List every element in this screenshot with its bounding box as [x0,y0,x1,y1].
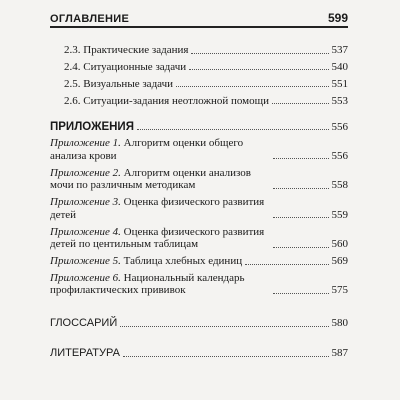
leader-dots [272,102,329,104]
appendix-text: Алгоритм оценки анализов мочи по различным методикам [50,166,251,192]
running-title: ОГЛАВЛЕНИЕ [50,13,130,25]
leader-dots [273,246,329,248]
toc-entry-label [50,196,270,221]
section-title: ЛИТЕРАТУРА [50,347,120,360]
toc-entry-label: 2.4. Ситуационные задачи [64,60,187,73]
leader-dots [273,187,329,189]
leader-dots [245,263,328,265]
toc-entry-label: 2.5. Визуальные задачи [64,77,174,90]
toc-appendix-entry[interactable] [50,196,348,221]
leader-dots [273,216,329,218]
toc-appendix-entry[interactable] [50,255,348,268]
toc-section-glossary[interactable] [50,317,348,330]
appendix-prefix: Приложение 6. [50,271,121,284]
leader-dots [273,157,329,159]
toc-entry[interactable] [50,78,348,91]
toc-entry-label: 2.6. Ситуации-задания неотложной помощи [64,94,269,107]
appendix-prefix: Приложение 3. [50,196,121,209]
toc-entry-page: 580 [331,317,348,330]
appendix-text: Оценка физического развития детей [50,196,265,221]
toc-entry-page: 559 [331,208,348,221]
appendix-text: Оценка физического развития детей по центильным таблицам [50,225,265,251]
appendix-prefix: Приложение 2. [50,166,121,179]
toc-entry-label [50,255,242,268]
toc-entry-page: 558 [331,179,348,192]
toc-appendix-entry[interactable] [50,167,348,192]
toc-entry-label [50,272,270,297]
toc-appendix-entry[interactable] [50,272,348,297]
toc-entry-page: 553 [331,94,348,107]
leader-dots [189,68,328,70]
toc-entry[interactable] [50,61,348,74]
toc-section-appendices[interactable] [50,121,348,134]
toc-appendix-entry[interactable] [50,226,348,251]
toc-entry[interactable] [50,95,348,108]
appendix-text: Национальный календарь профилактических прививок [50,271,245,297]
page-number: 599 [327,11,348,25]
toc-entry-page: 537 [331,44,348,56]
appendix-prefix: Приложение 1. [50,137,121,150]
section-title: ГЛОССАРИЙ [50,317,118,330]
toc-entry-label [50,226,270,251]
toc-entry-page: 575 [331,284,348,297]
toc-entry[interactable] [50,44,348,57]
toc-section-literature[interactable] [50,347,348,360]
toc-appendix-entry[interactable] [50,137,348,162]
leader-dots [123,355,329,357]
toc-entry-page: 560 [331,238,348,251]
toc-entry-label [50,167,270,192]
toc-entry-page: 540 [331,60,348,73]
toc-entry-page: 551 [331,77,348,90]
appendix-text: Алгоритм оценки общего анализа крови [50,137,244,162]
table-of-contents [50,44,348,364]
toc-entry-page: 587 [331,347,348,360]
leader-dots [120,325,328,327]
leader-dots [137,128,329,130]
section-title: ПРИЛОЖЕНИЯ [50,120,134,133]
page-header [50,10,348,28]
appendix-text: Таблица хлебных единиц [120,255,243,268]
toc-entry-page: 556 [331,149,348,162]
appendix-prefix: Приложение 5. [50,255,121,268]
appendix-prefix: Приложение 4. [50,225,121,238]
toc-entry-label [50,137,270,162]
toc-entry-label: 2.3. Практические задания [64,44,189,56]
toc-entry-page: 556 [331,120,348,133]
leader-dots [176,85,328,87]
leader-dots [191,52,328,54]
toc-entry-page: 569 [331,255,348,268]
leader-dots [273,292,329,294]
